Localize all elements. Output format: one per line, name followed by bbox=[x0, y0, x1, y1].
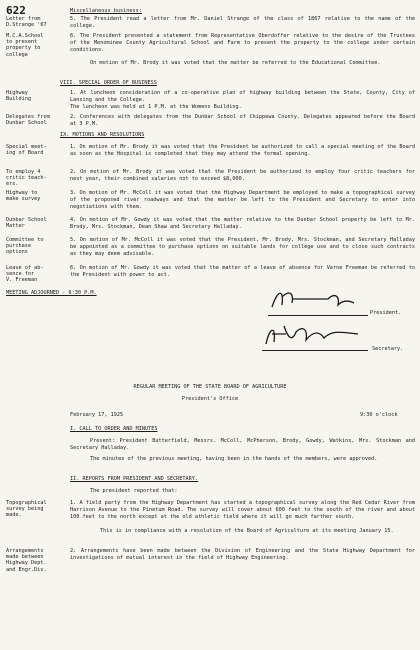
president-signature-line bbox=[268, 315, 368, 316]
motion-1: 1. On motion of Mr. Brody it was voted that the President be authorized to call a special meeting of the Board as soon as the Hospital is completed that they may attend the formal opening. bbox=[70, 144, 415, 157]
margin-note-topographical: Topographical survey being made. bbox=[6, 500, 47, 519]
report-item-1-note: This is in compliance with a resolution of the Board of Agriculture at its meeting January 15. bbox=[100, 528, 394, 534]
motion-2: 2. On motion of Mr. Brody it was voted that the President be authorized to employ four critic teachers for next year, their combined salaries not to exceed $8,000. bbox=[70, 169, 415, 182]
regular-meeting-title: REGULAR MEETING OF THE STATE BOARD OF AGRICULTURE bbox=[133, 384, 287, 390]
report-item-2: 2. Arrangements have been made between the Division of Engineering and the State Highway Department for investigations of mutual interest in the field of Highway Engineering. bbox=[70, 548, 415, 561]
margin-note-highway: Highway Building bbox=[6, 90, 31, 103]
margin-note-dunbar-matter: Dunbar School Matter bbox=[6, 217, 47, 230]
section-ix-header: IX. MOTIONS AND RESOLUTIONS bbox=[60, 132, 145, 138]
motion-4: 4. On motion of Mr. Gowdy it was voted that the matter relative to the Dunbar School property be left to Mr. Brody, Mrs. Stockman, Dean Shaw and Secretary Halladay. bbox=[70, 217, 415, 230]
page-number: 622 bbox=[6, 4, 26, 17]
report-item-1: 1. A field party from the Highway Department has started a topographical survey along the Red Cedar River from Harrison Avenue to the Pinetum Road. The survey will cover about 600 feet to the south of the river and about 100 feet to the north except at the old athletic field where it will go much farther south. bbox=[70, 500, 415, 520]
meeting-time: 9:30 o'clock bbox=[360, 412, 398, 418]
adjourned-line: MEETING ADJOURNED - 6:30 P.M. bbox=[6, 290, 97, 296]
paragraph-highway: 1. At luncheon consideration of a co-operative plan of highway building between the State, County, City of Lansing and the College. The luncheon was held at 1 P.M. at the Womens Building. bbox=[70, 90, 415, 110]
secretary-signature-line bbox=[262, 350, 368, 351]
paragraph-mca-school: 6. The President presented a statement from Representative Oberdoffer relative to the desire of the Trustees of the Menominee County Agricultural School and Farm to present the property to the college under certain conditions. bbox=[70, 33, 415, 53]
motion-3: 3. On motion of Mr. McColl it was voted that the Highway Department be employed to make a topographical survey of the proposed river roadways and that the matter be left to the President and Secretary to enter into negotiations with them. bbox=[70, 190, 415, 210]
president-reported: The president reported that: bbox=[90, 488, 178, 494]
margin-note-committee: Committee to purchase options bbox=[6, 237, 44, 256]
paragraph-brody-motion: On motion of Mr. Brody it was voted that the matter be referred to the Educational Committee. bbox=[90, 60, 381, 66]
paragraph-dunbar: 2. Conferences with delegates from the Dunbar School of Chippewa County. Delegates appeared before the Board at 3 P.M. bbox=[70, 114, 415, 127]
motion-5: 5. On motion of Mr. McColl it was voted that the President, Mr. Brody, Mrs. Stockman, and Secretary Halladay be appointed as a committee to purchase options on suitable lands for college use and to close such contracts as they may deem advisable. bbox=[70, 237, 415, 257]
meeting-date: February 17, 1925 bbox=[70, 412, 124, 418]
margin-note-dunbar: Delegates from Dunbar School bbox=[6, 114, 50, 127]
president-label: President. bbox=[370, 310, 402, 316]
margin-note-mca-school: M.C.A.School to present property to college bbox=[6, 33, 44, 58]
misc-business-header: Miscellaneous business: bbox=[70, 8, 142, 14]
margin-note-critic-teachers: To employ 4 critic teach- ers. bbox=[6, 169, 47, 188]
secretary-signature bbox=[262, 320, 362, 350]
margin-note-highway-survey: Highway to make survey bbox=[6, 190, 41, 203]
margin-note-letter: Letter from D.Strange '67 bbox=[6, 16, 47, 29]
motion-6: 6. On motion of Mr. Gowdy it was voted that the matter of a leave of absence for Verne Freeman be referred to the President with power to act. bbox=[70, 265, 415, 278]
president-signature bbox=[268, 285, 358, 315]
meeting-location: President's Office bbox=[181, 396, 239, 402]
margin-note-arrangements: Arrangements made between Highway Dept. and Engr.Div. bbox=[6, 548, 47, 573]
section-viii-header: VIII. SPECIAL ORDER OF BUSINESS bbox=[60, 80, 157, 86]
section-i-header: I. CALL TO ORDER AND MINUTES bbox=[70, 426, 158, 432]
minutes-approved: The minutes of the previous meeting, having been in the hands of the members, were approved. bbox=[90, 456, 378, 462]
present-list: Present: President Butterfield, Messrs. McColl, McPherson, Brody, Gowdy, Watkins, Mrs. Stockman and Secretary Halladay. bbox=[70, 438, 415, 451]
section-ii-header: II. REPORTS FROM PRESIDENT AND SECRETARY. bbox=[70, 476, 199, 482]
secretary-label: Secretary. bbox=[372, 346, 404, 352]
margin-note-leave: Leave of ab- sence for V. Freeman bbox=[6, 265, 44, 284]
margin-note-special-meeting: Special meet- ing of Board bbox=[6, 144, 47, 157]
paragraph-letter: 5. The President read a letter from Mr. Daniel Strange of the class of 1867 relative to the name of the college. bbox=[70, 16, 415, 29]
